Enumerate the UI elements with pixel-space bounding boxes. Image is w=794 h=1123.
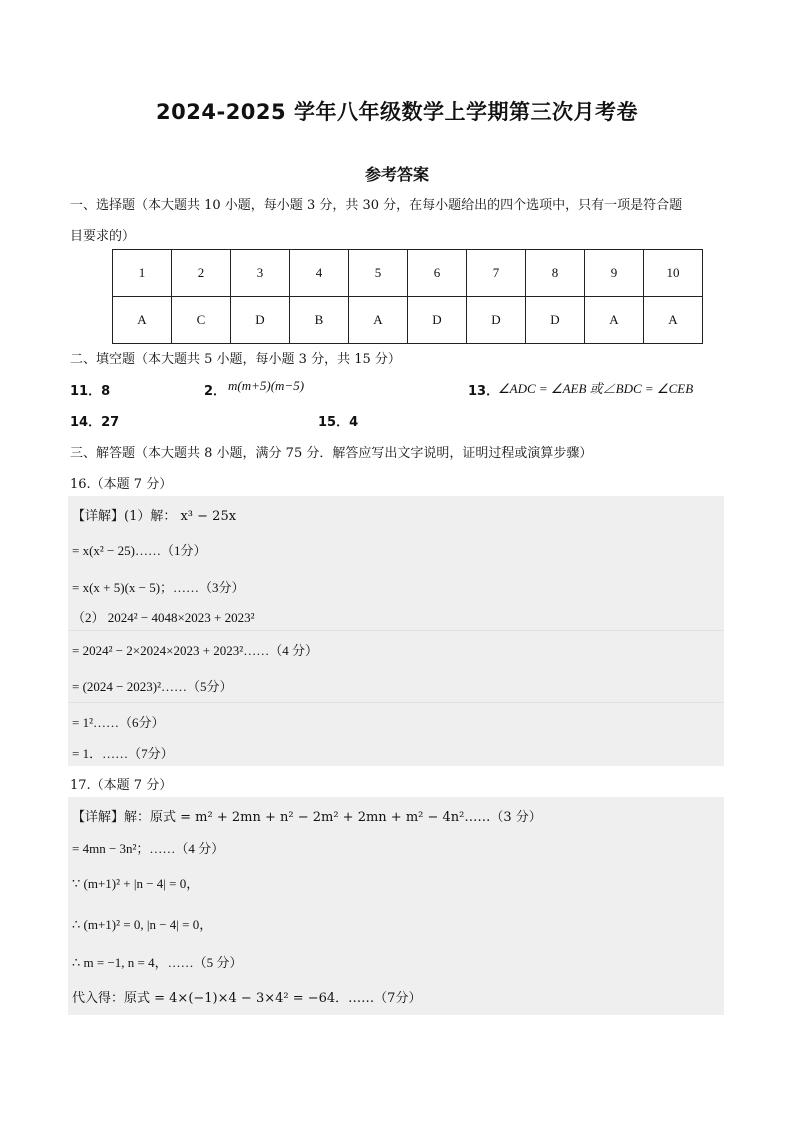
answer-cell: B <box>290 297 349 344</box>
question-number-cell: 4 <box>290 250 349 297</box>
fill-answer-14: 14．27 <box>70 415 120 430</box>
q17-line-5: ∴ m = −1, n = 4，……（5 分） <box>72 955 243 970</box>
question-number-cell: 10 <box>644 250 703 297</box>
section1-heading-line2: 目要求的） <box>70 229 136 244</box>
section2-heading: 二、填空题（本大题共 5 小题，每小题 3 分，共 15 分） <box>70 352 401 367</box>
q16-line-3: = x(x + 5)(x − 5)；……（3分） <box>72 580 245 595</box>
answer-cell: D <box>231 297 290 344</box>
fill-answer-13-number: 13． <box>468 384 500 399</box>
q16-line-6: = (2024 − 2023)²……（5分） <box>72 679 233 694</box>
fill-answer-13: ∠ADC = ∠AEB 或∠BDC = ∠CEB <box>498 381 694 396</box>
page-subtitle: 参考答案 <box>364 165 429 184</box>
answer-cell: A <box>113 297 172 344</box>
choice-answer-table <box>112 249 703 344</box>
q17-solution-box <box>68 797 724 1015</box>
q16-line-5: = 2024² − 2×2024×2023 + 2023²……（4 分） <box>72 643 318 658</box>
question-number-cell: 5 <box>349 250 408 297</box>
q17-line-3: ∵ (m+1)² + |n − 4| = 0， <box>72 876 200 891</box>
answer-cell: A <box>585 297 644 344</box>
answer-cell: D <box>526 297 585 344</box>
divider <box>68 630 724 631</box>
divider <box>68 702 724 703</box>
fill-answer-12-number: 2． <box>204 384 227 399</box>
section1-heading-line1: 一、选择题（本大题共 10 小题，每小题 3 分，共 30 分，在每小题给出的四个选项中，只有一项是符合题 <box>70 198 683 213</box>
q16-line-2: = x(x² − 25)……（1分） <box>72 543 207 558</box>
question-number-cell: 7 <box>467 250 526 297</box>
q16-line-1: 【详解】(1）解： x³ − 25x <box>72 509 237 524</box>
q17-line-6: 代入得：原式 = 4×(−1)×4 − 3×4² = −64．……（7分） <box>72 991 422 1006</box>
answer-row <box>113 297 703 344</box>
fill-answer-12: m(m+5)(m−5) <box>228 378 305 393</box>
q17-line-4: ∴ (m+1)² = 0, |n − 4| = 0， <box>72 917 213 932</box>
fill-answer-15: 15．4 <box>318 415 359 430</box>
fill-answer-11: 11．8 <box>70 384 111 399</box>
question-number-cell: 1 <box>113 250 172 297</box>
q16-line-8: = 1．……（7分） <box>72 746 174 761</box>
question-number-cell: 2 <box>172 250 231 297</box>
question-number-cell: 9 <box>585 250 644 297</box>
question-number-cell: 3 <box>231 250 290 297</box>
q16-solution-box <box>68 496 724 766</box>
q16-label: 16.（本题 7 分） <box>70 477 173 492</box>
page-title: 2024-2025 学年八年级数学上学期第三次月考卷 <box>156 100 638 124</box>
answer-cell: D <box>408 297 467 344</box>
question-number-cell: 8 <box>526 250 585 297</box>
question-number-row <box>113 250 703 297</box>
answer-cell: A <box>644 297 703 344</box>
answer-cell: A <box>349 297 408 344</box>
q17-line-1: 【详解】解：原式 = m² + 2mn + n² − 2m² + 2mn + m² − 4n²……（3 分） <box>72 810 542 825</box>
q16-line-4: （2） 2024² − 4048×2023 + 2023² <box>72 610 255 625</box>
section3-heading: 三、解答题（本大题共 8 小题，满分 75 分．解答应写出文字说明，证明过程或演算步骤） <box>70 446 593 461</box>
q16-line-7: = 1²……（6分） <box>72 715 165 730</box>
q17-line-2: = 4mn − 3n²；……（4 分） <box>72 841 225 856</box>
answer-cell: C <box>172 297 231 344</box>
answer-cell: D <box>467 297 526 344</box>
question-number-cell: 6 <box>408 250 467 297</box>
q17-label: 17.（本题 7 分） <box>70 778 173 793</box>
